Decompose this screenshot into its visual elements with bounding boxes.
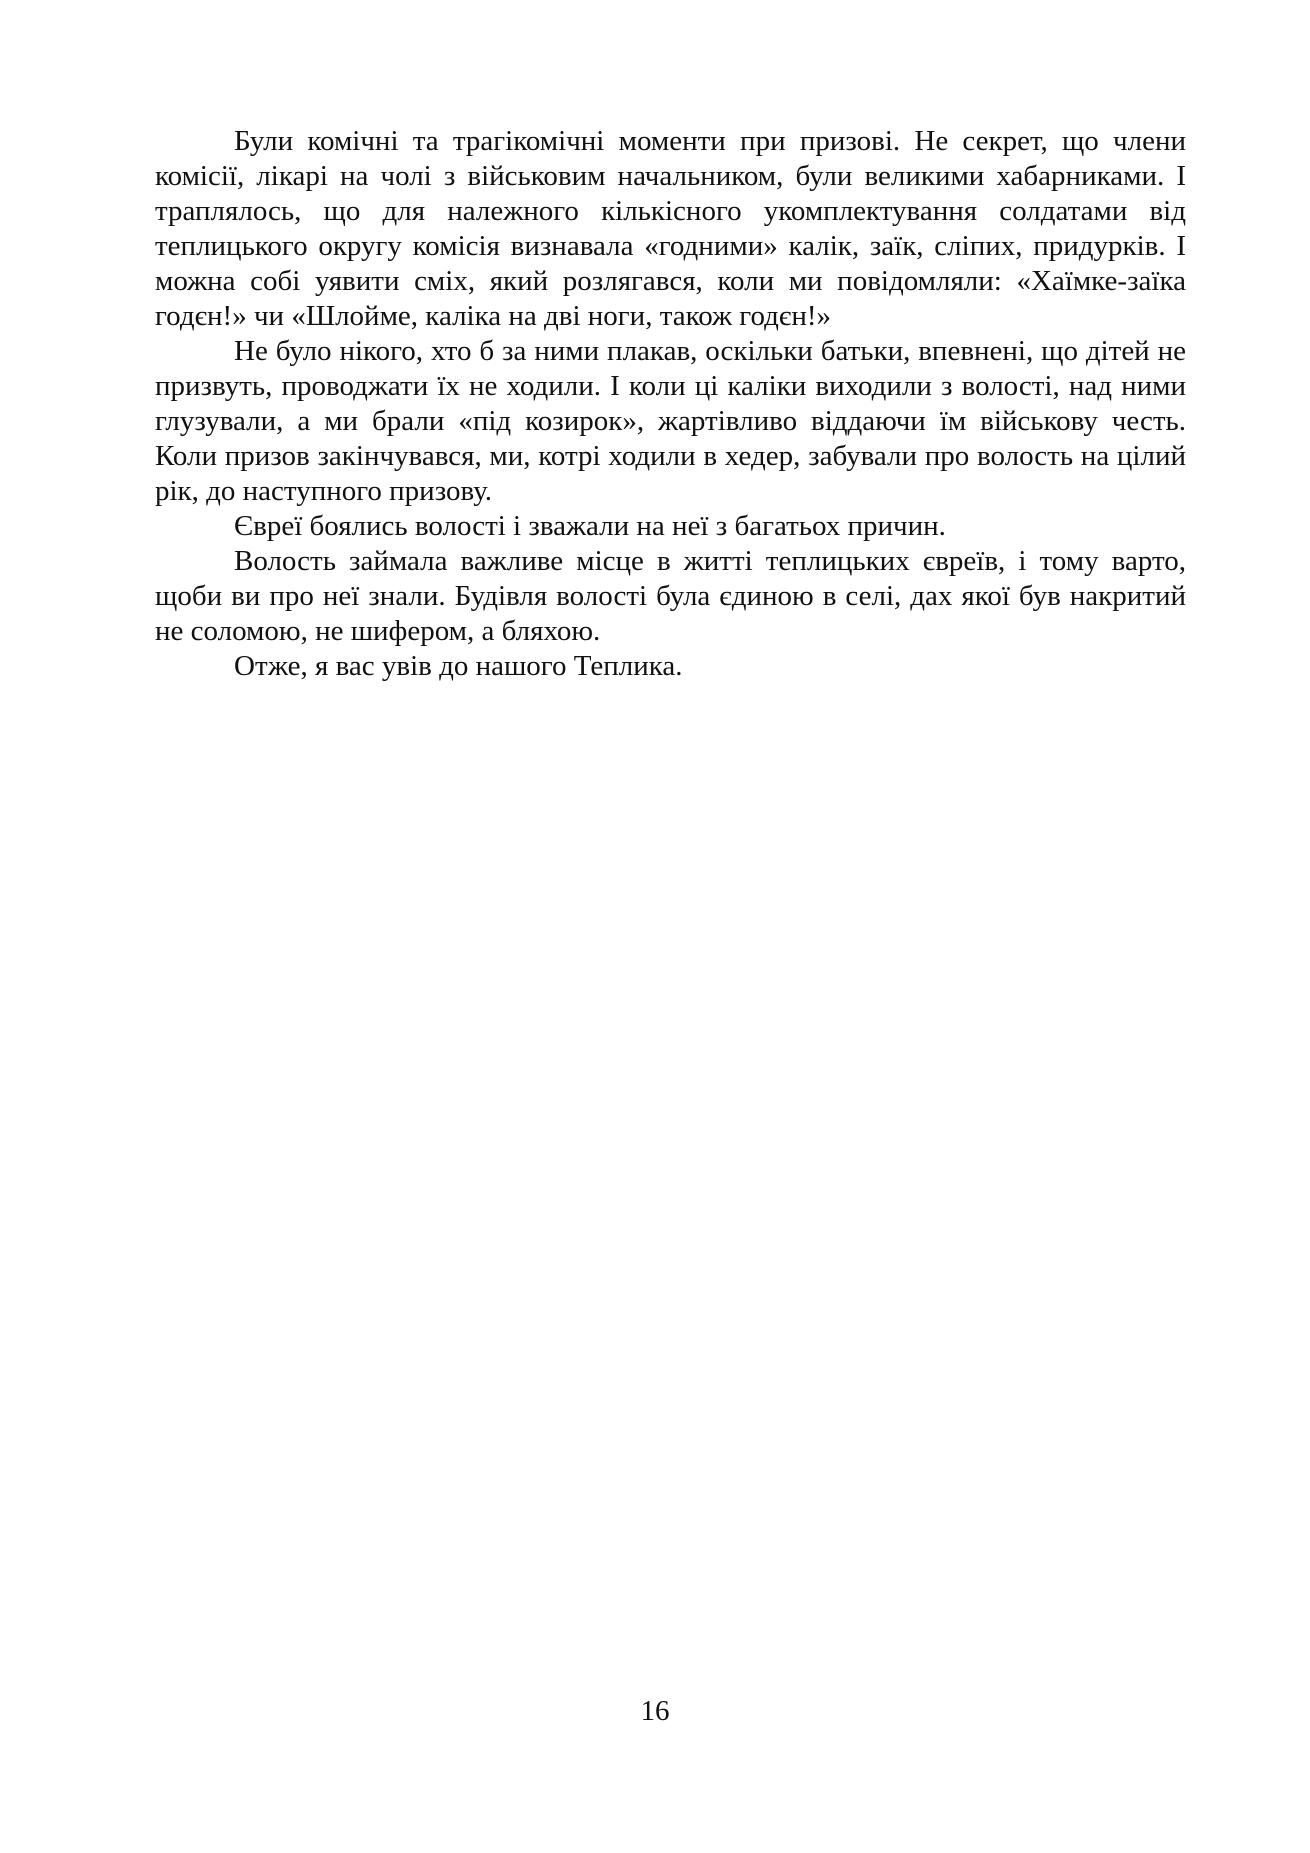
- paragraph-conscription-bribes: Були комічні та трагікомічні моменти при призові. Не секрет, що члени комісії, лікарі на чолі з військовим начальником, були великими хабарниками. І траплялось, що для належного кількісного укомплектування солдатами від теплицького округу комісія визнавала «годними» калік, заїк, сліпих, придурків. І можна собі уявити сміх, який розлягався, коли ми повідомляли: «Хаїмке-заїка годєн!» чи «Шлойме, каліка на дві ноги, також годєн!»: [155, 125, 1186, 332]
- paragraph-closing: Отже, я вас увів до нашого Теплика.: [234, 650, 683, 682]
- paragraph-volost-building: Волость займала важливе місце в житті теплицьких євреїв, і тому варто, щоби ви про неї знали. Будівля волості була єдиною в селі, дах якої був накритий не соломою, не шифером, а бляхою.: [155, 545, 1186, 647]
- page-number: 16: [640, 1695, 670, 1727]
- paragraph-jews-feared: Євреї боялись волості і зважали на неї з багатьох причин.: [234, 510, 946, 542]
- body-text: [155, 124, 1186, 684]
- paragraph-no-one-cried: Не було нікого, хто б за ними плакав, оскільки батьки, впевнені, що дітей не призвуть, проводжати їх не ходили. І коли ці каліки виходили з волості, над ними глузували, а ми брали «під козирок», жартівливо віддаючи їм військову честь. Коли призов закінчувався, ми, котрі ходили в хедер, забували про волость на цілий рік, до наступного призову.: [155, 335, 1186, 507]
